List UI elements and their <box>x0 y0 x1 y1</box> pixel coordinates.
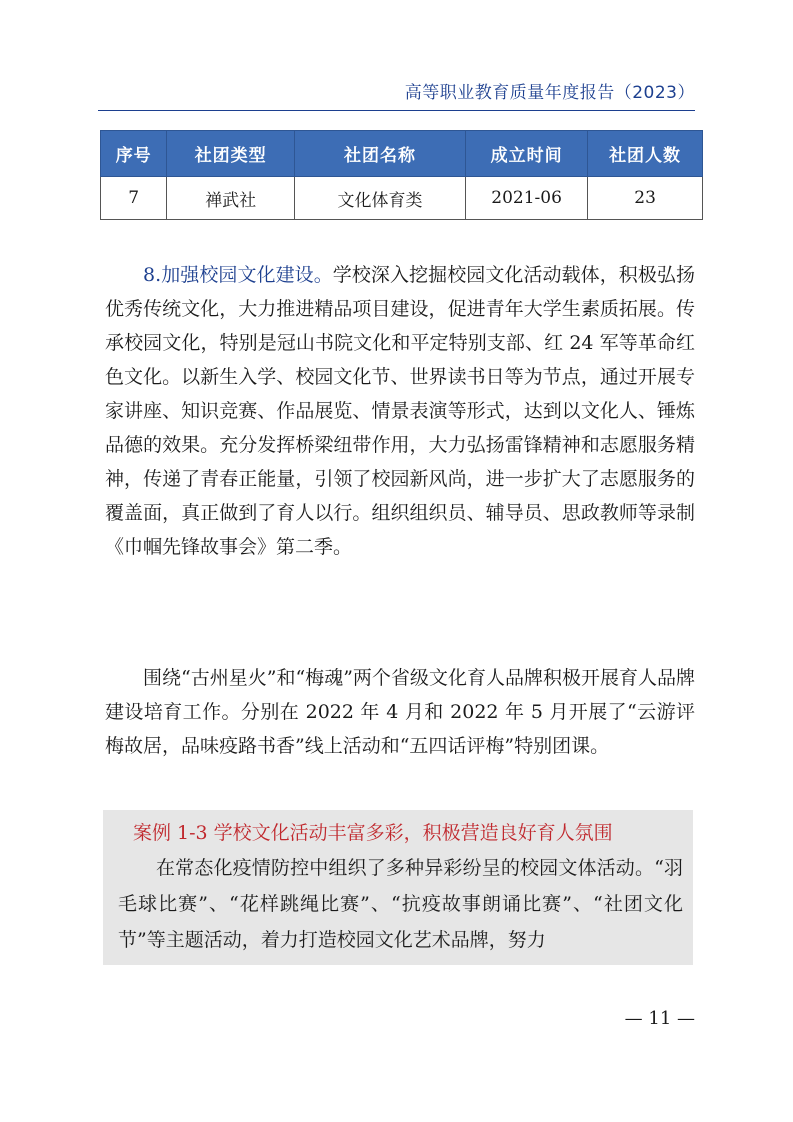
report-header-title: 高等职业教育质量年度报告（2023） <box>404 83 695 103</box>
club-table <box>100 130 703 220</box>
cell-member-count: 23 <box>588 177 703 220</box>
column-header-club-type: 社团类型 <box>167 131 295 177</box>
column-header-member-count: 社团人数 <box>588 131 703 177</box>
case-study-title: 案例 1-3 学校文化活动丰富多彩，积极营造良好育人氛围 <box>133 822 613 844</box>
case-study-body: 在常态化疫情防控中组织了多种异彩纷呈的校园文体活动。“羽毛球比赛”、“花样跳绳比赛”、“抗疫故事朗诵比赛”、“社团文化节”等主题活动，着力打造校园文化艺术品牌，努力 <box>118 857 683 951</box>
cell-founded-date: 2021-06 <box>466 177 588 220</box>
cell-club-name: 文化体育类 <box>295 177 466 220</box>
cell-index: 7 <box>101 177 167 220</box>
paragraph-body-text: 学校深入挖掘校园文化活动载体，积极弘扬优秀传统文化，大力推进精品项目建设，促进青年大学生素质拓展。传承校园文化，特别是冠山书院文化和平定特别支部、红 24 军等革命红色文化。以新生入学、校园文化节、世界读书日等为节点，通过开展专家讲座、知识竞赛、作品展览、情景表演等形式，达到以文化人、锤炼品德的效果。充分发挥桥梁纽带作用，大力弘扬雷锋精神和志愿服务精神，传递了青春正能量，引领了校园新风尚，进一步扩大了志愿服务的覆盖面，真正做到了育人以行。组织组织员、辅导员、思政教师等录制《巾帼先锋故事会》第二季。 <box>105 264 695 558</box>
column-header-founded-date: 成立时间 <box>466 131 588 177</box>
header-divider <box>98 110 695 111</box>
column-header-index: 序号 <box>101 131 167 177</box>
page-number: — 11 — <box>624 1008 695 1029</box>
paragraph-brand-building: 围绕“古州星火”和“梅魂”两个省级文化育人品牌积极开展育人品牌建设培育工作。分别在 2022 年 4 月和 2022 年 5 月开展了“云游评梅故居，品味疫路书香”线上活动和“五四话评梅”特别团课。 <box>105 667 695 757</box>
case-study-box <box>103 810 693 965</box>
paragraph-campus-culture <box>105 258 695 564</box>
table-header-row <box>101 131 703 177</box>
section-lead-heading: 8.加强校园文化建设。 <box>143 264 333 286</box>
table-row <box>101 177 703 220</box>
column-header-club-name: 社团名称 <box>295 131 466 177</box>
cell-club-type: 禅武社 <box>167 177 295 220</box>
